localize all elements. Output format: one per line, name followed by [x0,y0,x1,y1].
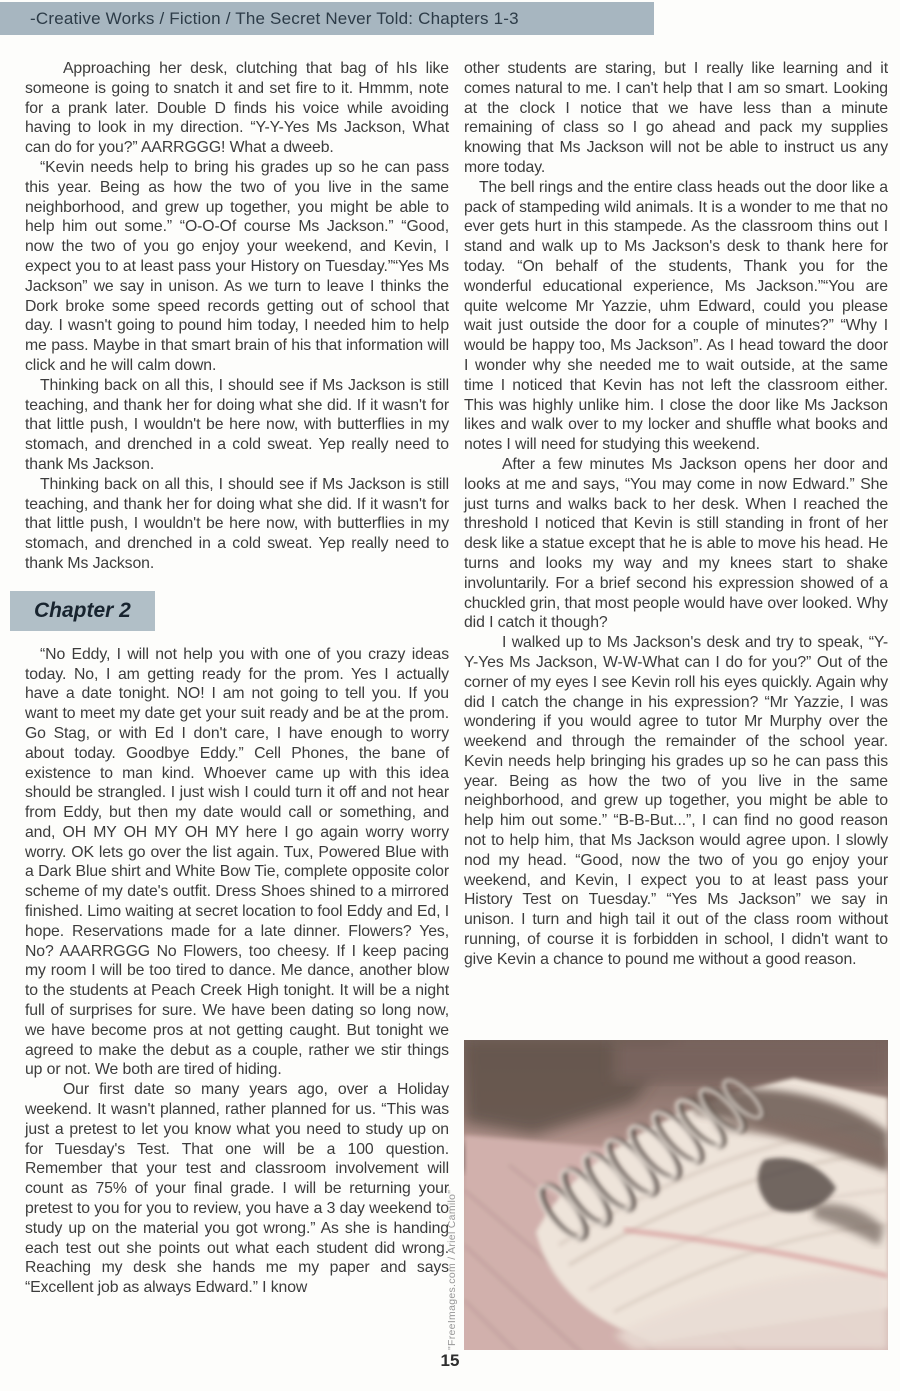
paragraph: The bell rings and the entire class heads out the door like a pack of stampeding wild animals. It is a wonder to me that no ever gets hurt in this stampede. As the classroom thins out I stand and walk up to Ms Jackson's desk to thank here for today. “On behalf of the students, Thank you for the wonderful educational experience, Ms Jackson.”“You are quite welcome Mr Yazzie, uhm Edward, could you please wait just outside the door for a couple of minutes?” “Why I would be happy too, Ms Jackson”. As I head toward the door I wonder why she needed me to wait outside, at the same time I noticed that Kevin has not left the classroom either. This was highly unlike him. I close the door like Ms Jackson likes and walk over to my locker and shuffle what books and notes I will need for studying this weekend. [464,178,888,454]
chapter-heading: Chapter 2 [10,591,155,631]
paragraph: Thinking back on all this, I should see if Ms Jackson is still teaching, and thank her for doing what she did. If it wasn't for that little push, I wouldn't be here now, with butterflies in my stomach, and drenched in a cold sweat. Yep really need to thank Ms Jackson. [25,475,449,572]
notebook-photo-illustration [464,1040,888,1350]
breadcrumb: -Creative Works / Fiction / The Secret Never Told: Chapters 1-3 [30,9,519,28]
left-column [25,59,449,1298]
paragraph: Our first date so many years ago, over a Holiday weekend. It wasn't planned, rather planned for us. “This was just a pretest to let you know what you need to study up on for Tuesday's Test. That one will be a 100 question. Remember that your test and classroom involvement will count as 75% of your final grade. I will be returning your pretest to you for you to review, you have a 3 day weekend to study up on the material you got wrong.” As she is handing each test out she points out what each student did wrong. Reaching my desk she hands me my paper and says “Excellent job as always Edward.” I know [25,1081,449,1297]
paragraph: “Kevin needs help to bring his grades up so he can pass this year. Being as how the two of you live in the same neighborhood, and grew up together, you might be able to help him out some.” “O-O-Of course Ms Jackson.” “Good, now the two of you go enjoy your weekend, and Kevin, I expect you to at least pass your History on Tuesday.”“Yes Ms Jackson” we say in unison. As we turn to leave I thinks the Dork broke some speed records getting out of school that day. I wasn't going to pound him today, I needed him to help me pass. Maybe in that smart brain of his that information will click and he will calm down. [25,158,449,374]
photo-credit: "FreeImages.com / Ariel Camilo" [446,1189,458,1350]
paragraph: Thinking back on all this, I should see if Ms Jackson is still teaching, and thank her for doing what she did. If it wasn't for that little push, I wouldn't be here now, with butterflies in my stomach, and drenched in a cold sweat. Yep really need to thank Ms Jackson. [25,376,449,473]
paragraph: I walked up to Ms Jackson's desk and try to speak, “Y-Y-Yes Ms Jackson, W-W-What can I do for you?” Out of the corner of my eyes I see Kevin roll his eyes quickly. Again why did I catch the change in his expression? “Mr Yazzie, I was wondering if you would agree to tutor Mr Murphy over the weekend and through the remainder of the school year. Kevin needs help bringing his grades up so he can pass this year. Being as how the two of you live in the same neighborhood, and grew up together, you might be able to help him out some.” “B-B-But...”, I can find no good reason not to help him, that Ms Jackson would agree upon. I slowly nod my head. “Good, now the two of you go enjoy your weekend, and Kevin, I expect you to at least pass your History Test on Tuesday.” “Yes Ms Jackson” we say in unison. I turn and high tail it out of the class room without running, of course it is forbidden in school, I didn't want to give Kevin a chance to pound me without a good reason. [464,634,888,968]
notebook-photo [464,1040,888,1350]
paragraph: other students are staring, but I really like learning and it comes natural to me. I can't help that I am so smart. Looking at the clock I notice that we have less than a minute remaining of class so I go ahead and pack my supplies knowing that Ms Jackson will not be able to instruct us any more today. [464,60,888,176]
page-number: 15 [440,1351,460,1370]
breadcrumb-bar [0,2,654,35]
paragraph: “No Eddy, I will not help you with one of you crazy ideas today. No, I am getting ready for the prom. Yes I actually have a date tonight. NO! I am not going to tell you. If you want to meet my date get your suit ready and be at the prom. Go Stag, or with Ed I don't care, I have enough to worry about today. Goodbye Eddy.” Cell Phones, the bane of existence to man kind. Whoever came up with this idea should be strangled. I just wish I could turn it off and not hear from Eddy, but then my date would call or something, and and, OH MY OH MY OH MY here I go again worry worry worry. OK lets go over the list again. Tux, Powered Blue with a Dark Blue shirt and White Bow Tie, complete opposite color scheme of my date's outfit. Dress Shoes shined to a mirrored finished. Limo waiting at secret location to fool Eddy and Ed, I hope. Reservations made for a late dinner. Flowers? Yes, No? AAARRGGG No Flowers, too cheesy. If I keep pacing my room I will be too tired to dance. Me dance, another blow to the students at Peach Creek High tonight. It will be a night full of surprises for sure. We have been dating so long now, we have become pros at not getting caught. But tonight we agreed to make the debut as a couple, rather we stir things up or not. We both are tired of hiding. [25,645,449,1079]
paragraph: After a few minutes Ms Jackson opens her door and looks at me and says, “You may come in now Edward.” She just turns and walks back to her desk. When I reached the threshold I noticed that Kevin is still standing in front of her desk like a statue except that he is able to move his head. He turns and looks my way and my knees start to shake involuntarily. For a brief second his expression showed of a chuckled grin, that most people would have over looked. Why did I catch it though? [464,455,888,632]
paragraph: Approaching her desk, clutching that bag of hIs like someone is going to snatch it and set fire to it. Hmmm, note for a prank later. Double D finds his voice while avoiding having to look in my direction. “Y-Y-Yes Ms Jackson, What can do for you?” AARRGGG! What a dweeb. [25,60,449,157]
right-column [464,59,888,970]
